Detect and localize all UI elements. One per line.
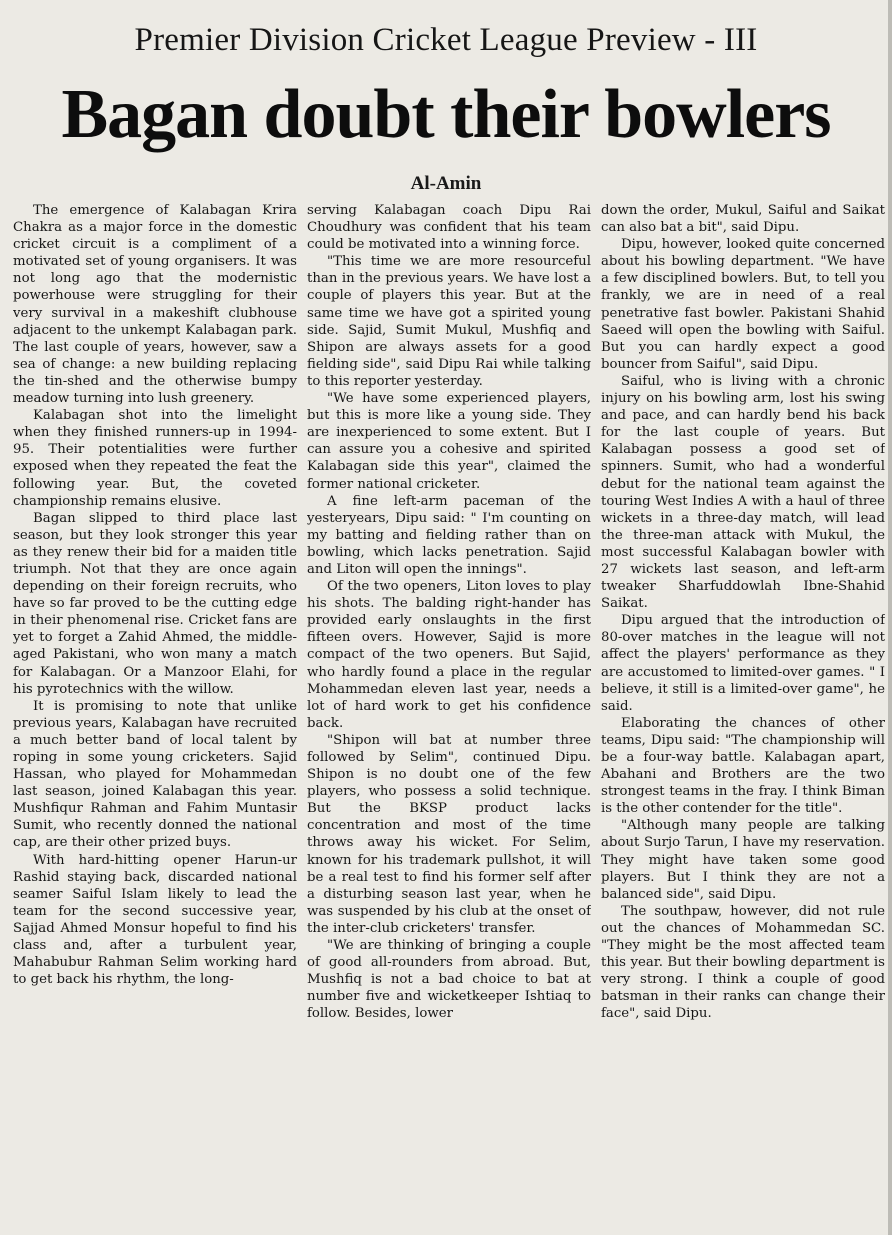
paragraph: The southpaw, however, did not rule out the chances of Mohammedan SC. "They might be the most affected team this year. But their bowling department is very strong. I think a couple of good batsman in their ranks can change their face", said Dipu. (601, 903, 885, 1022)
column-1 (13, 202, 297, 1232)
paragraph: "We are thinking of bringing a couple of good all-rounders from abroad. But, Mushfiq is not a bad choice to bat at number five and wicketkeeper Ishtiaq to follow. Besides, lower (307, 938, 591, 1022)
paragraph: Dipu, however, looked quite concerned about his bowling department. "We have a few disciplined bowlers. But, to tell you frankly, we are in need of a real penetrative fast bowler. Pakistani Shahid Saeed will open the bowling with Saiful. But you can hardly expect a good bouncer from Saiful", said Dipu. (601, 237, 885, 372)
paragraph: With hard-hitting opener Harun-ur Rashid staying back, discarded national seamer Saiful Islam likely to lead the team for the second successive year, Sajjad Ahmed Monsur hopeful to find his class and, after a turbulent year, Mahabubur Rahman Selim working hard to get back his rhythm, the long- (13, 852, 297, 988)
article-body (13, 202, 885, 1232)
series-kicker: Premier Division Cricket League Preview - III (134, 22, 758, 58)
paragraph: down the order, Mukul, Saiful and Saikat can also bat a bit", said Dipu. (601, 203, 885, 236)
paragraph: "This time we are more resourceful than in the previous years. We have lost a couple of players this year. But at the same time we have got a spirited young side. Sajid, Sumit Mukul, Mushfiq and Shipon are always assets for a good fielding side", said Dipu Rai while talking to this reporter yesterday. (307, 254, 591, 389)
paragraph: It is promising to note that unlike previous years, Kalabagan have recruited a much better band of local talent by roping in some young cricketers. Sajid Hassan, who played for Mohammedan last season, joined Kalabagan this year. Mushfiqur Rahman and Fahim Muntasir Sumit, who recently donned the national cap, are their other prized buys. (13, 698, 297, 851)
paragraph: Of the two openers, Liton loves to play his shots. The balding right-hander has provided early onslaughts in the first fifteen overs. However, Sajid is more compact of the two openers. But Sajid, who hardly found a place in the regular Mohammedan eleven last year, needs a lot of hard work to get his confidence back. (307, 579, 591, 731)
column-3 (601, 202, 885, 1232)
paragraph: Kalabagan shot into the limelight when they finished runners-up in 1994-95. Their potentialities were further exposed when they repeated the feat the following year. But, the coveted championship remains elusive. (13, 408, 297, 509)
headline: Bagan doubt their bowlers (61, 76, 831, 153)
paragraph: A fine left-arm paceman of the yesteryears, Dipu said: " I'm counting on my batting and fielding rather than on bowling, which lacks penetration. Sajid and Liton will open the innings". (307, 493, 591, 577)
paragraph: "Shipon will bat at number three followed by Selim", continued Dipu. Shipon is no doubt one of the few players, who possess a solid technique. But the BKSP product lacks concentration and most of the time throws away his wicket. For Selim, known for his trademark pullshot, it will be a real test to find his former self after a disturbing season last year, when he was suspended by his club at the onset of the inter-club cricketers' transfer. (307, 732, 591, 936)
paragraph: Dipu argued that the introduction of 80-over matches in the league will not affect the players' performance as they are accustomed to limited-over games. " I believe, it still is a limited-over game", he said. (601, 613, 885, 714)
paragraph: Saiful, who is living with a chronic injury on his bowling arm, lost his swing and pace, and can hardly bend his back for the last couple of years. But Kalabagan possess a good set of spinners. Sumit, who had a wonderful debut for the national team against the touring West Indies A with a haul of three wickets in a three-day match, will lead the three-man attack with Mukul, the most successful Kalabagan bowler with 27 wickets last season, and left-arm tweaker Sharfuddowlah Ibne-Shahid Saikat. (601, 373, 885, 612)
paragraph: Elaborating the chances of other teams, Dipu said: "The championship will be a four-way battle. Kalabagan apart, Abahani and Brothers are the two strongest teams in the fray. I think Biman is the other contender for the title". (601, 715, 885, 817)
paragraph: Bagan slipped to third place last season, but they look stronger this year as they renew their bid for a maiden title triumph. Not that they are once again depending on their foreign recruits, who have so far proved to be the cutting edge in their phenomenal rise. Cricket fans are yet to forget a Zahid Ahmed, the middle-aged Pakistani, who won many a match for Kalabagan. Or a Manzoor Elahi, for his pyrotechnics with the willow. (13, 510, 297, 697)
paragraph: "We have some experienced players, but this is more like a young side. They are inexperienced to some extent. But I can assure you a cohesive and spirited Kalabagan side this year", claimed the former national cricketer. (307, 391, 591, 492)
paragraph: "Although many people are talking about Surjo Tarun, I have my reservation. They might have taken some good players. But I think they are not a balanced side", said Dipu. (601, 818, 885, 902)
byline: Al-Amin (410, 173, 482, 194)
page-edge (888, 0, 892, 1235)
column-2 (307, 202, 591, 1232)
paragraph: serving Kalabagan coach Dipu Rai Choudhury was confident that his team could be motivated into a winning force. (307, 203, 591, 253)
paragraph: The emergence of Kalabagan Krira Chakra as a major force in the domestic cricket circuit is a compliment of a motivated set of young organisers. It was not long ago that the modernistic powerhouse were struggling for their very survival in a makeshift clubhouse adjacent to the unkempt Kalabagan park. The last couple of years, however, saw a sea of change: a new building replacing the tin-shed and the otherwise bumpy meadow turning into lush greenery. (13, 203, 297, 407)
